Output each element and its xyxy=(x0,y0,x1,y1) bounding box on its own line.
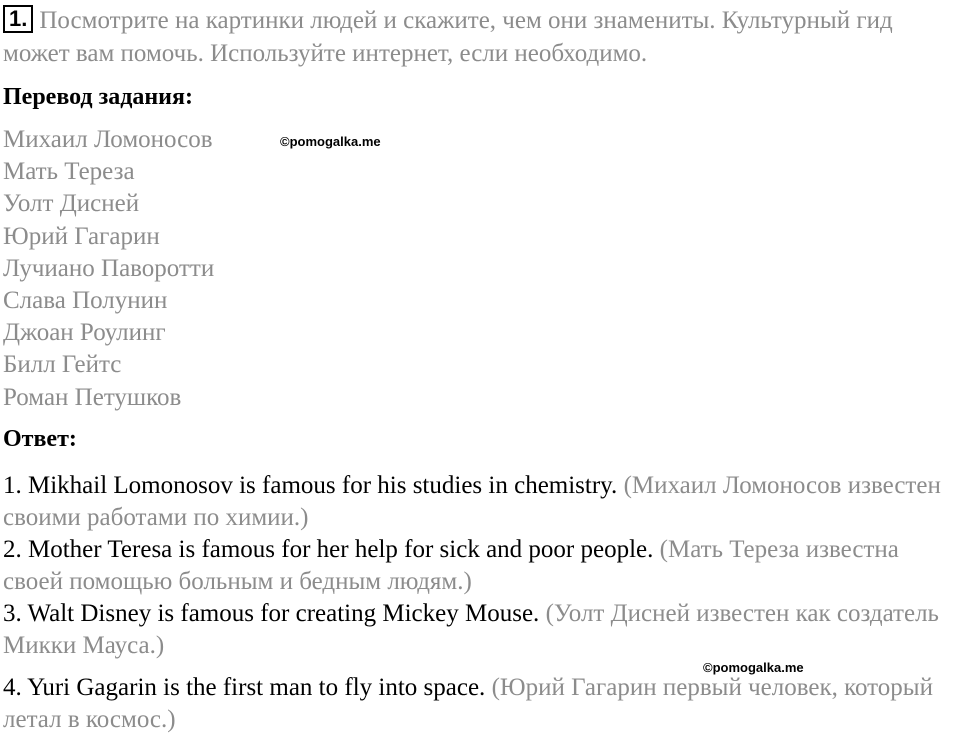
list-item: Мать Тереза xyxy=(3,158,135,186)
answer-item xyxy=(3,598,953,662)
watermark: ©pomogalka.me xyxy=(280,134,381,149)
task-statement xyxy=(3,4,953,70)
answers-list xyxy=(3,470,953,736)
answer-english: 3. Walt Disney is famous for creating Mickey Mouse. xyxy=(3,600,540,627)
answer-russian: (Михаил Ломоносов известен своими работами по химии.) xyxy=(3,472,941,531)
answer-russian: (Уолт Дисней известен как создатель Микки Мауса.) xyxy=(3,600,939,659)
watermark: ©pomogalka.me xyxy=(703,660,804,675)
task-number: 1. xyxy=(3,5,33,33)
answer-english: 1. Mikhail Lomonosov is famous for his studies in chemistry. xyxy=(3,472,618,499)
answer-english: 2. Mother Teresa is famous for her help for sick and poor people. xyxy=(3,536,654,563)
task-text: Посмотрите на картинки людей и скажите, чем они знамениты. Культурный гид может вам помочь. Используйте интернет, если необходимо. xyxy=(3,7,893,67)
translation-heading: Перевод задания: xyxy=(3,84,193,110)
answer-russian: (Мать Тереза известна своей помощью больным и бедным людям.) xyxy=(3,536,899,595)
list-item: Билл Гейтс xyxy=(3,351,122,379)
list-item: Лучиано Паворотти xyxy=(3,254,215,282)
answer-russian: (Юрий Гагарин первый человек, который летал в космос.) xyxy=(3,674,933,733)
answer-item xyxy=(3,470,953,534)
list-item: Слава Полунин xyxy=(3,287,168,315)
list-item: Уолт Дисней xyxy=(3,190,140,218)
list-item: Юрий Гагарин xyxy=(3,222,160,250)
answer-english: 4. Yuri Gagarin is the first man to fly into space. xyxy=(3,674,486,701)
answer-item xyxy=(3,672,953,736)
answer-item xyxy=(3,534,953,598)
list-item: Михаил Ломоносов xyxy=(3,126,213,153)
names-list xyxy=(3,124,214,414)
list-item: Роман Петушков xyxy=(3,383,182,411)
answer-heading: Ответ: xyxy=(3,426,77,452)
list-item: Джоан Роулинг xyxy=(3,319,166,347)
